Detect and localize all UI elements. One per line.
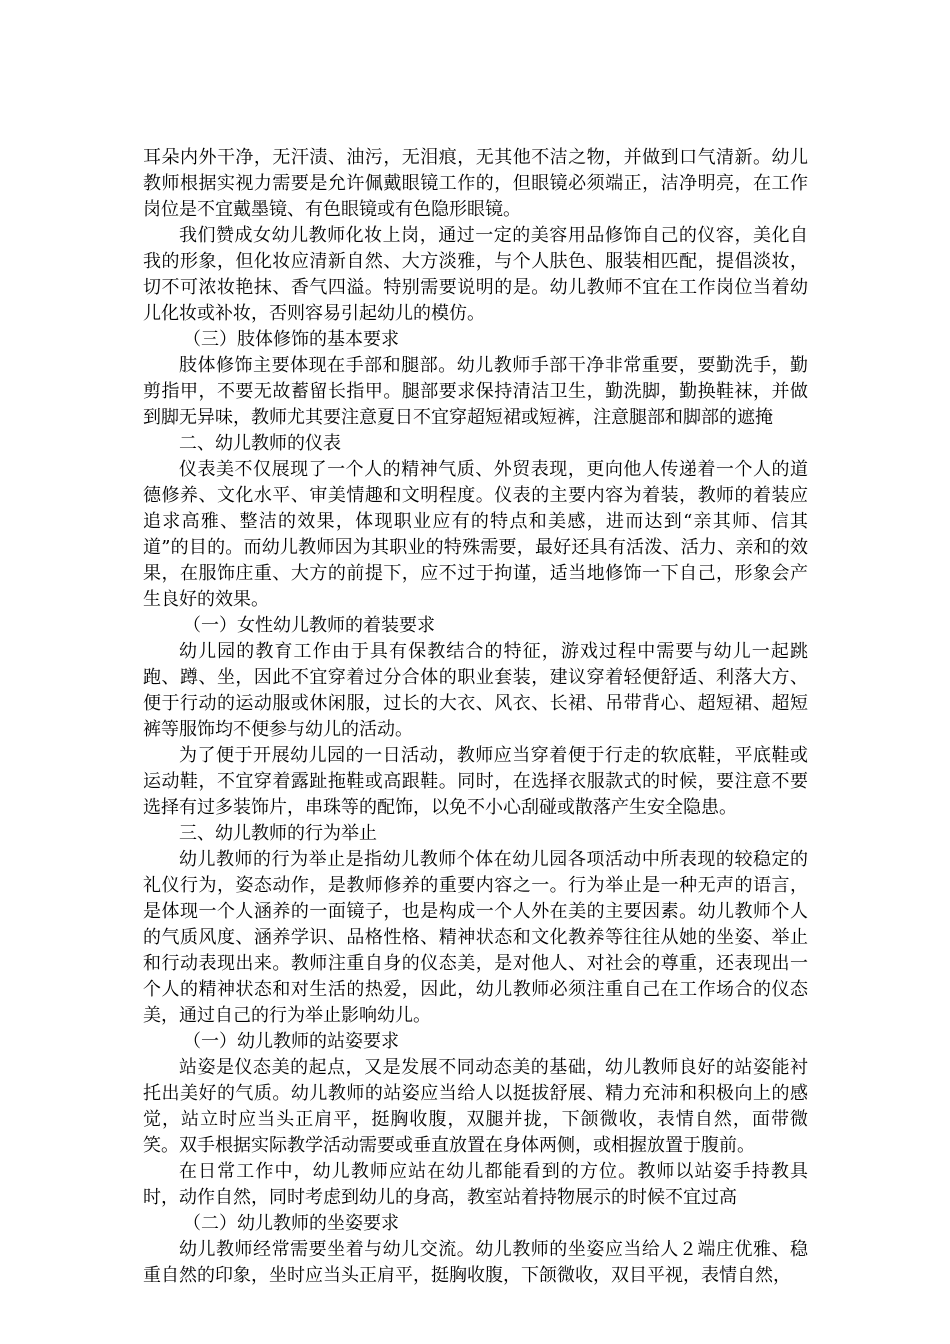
paragraph-female-dress: 幼儿园的教育工作由于具有保教结合的特征，游戏过程中需要与幼儿一起跳跑、蹲、坐，因此不宜穿着过分合体的职业套装，建议穿着轻便舒适、利落大方、便于行动的运动服或休闲服，过长的大衣、风衣、长裙、吊带背心、超短裙、超短裤等服饰均不便参与幼儿的活动。 bbox=[143, 641, 808, 740]
document-page bbox=[143, 145, 808, 1289]
paragraph-standing-position: 在日常工作中，幼儿教师应站在幼儿都能看到的方位。教师以站姿手持教具时，动作自然，同时考虑到幼儿的身高，教室站着持物展示的时候不宜过高 bbox=[143, 1161, 808, 1208]
section-heading-standing: （一）幼儿教师的站姿要求 bbox=[183, 1031, 399, 1052]
paragraph-shoes-accessories: 为了便于开展幼儿园的一日活动，教师应当穿着便于行走的软底鞋，平底鞋或运动鞋，不宜穿着露趾拖鞋或高跟鞋。同时，在选择衣服款式的时候，要注意不要选择有过多装饰片，串珠等的配饰，以免不小心刮碰或散落产生安全隐患。 bbox=[143, 745, 808, 818]
section-heading-female-dress: （一）女性幼儿教师的着装要求 bbox=[183, 615, 435, 636]
paragraph-sitting: 幼儿教师经常需要坐着与幼儿交流。幼儿教师的坐姿应当给人２端庄优雅、稳重自然的印象，坐时应当头正肩平，挺胸收腹，下颌微收，双目平视，表情自然， bbox=[143, 1239, 808, 1286]
paragraph-appearance-cleanliness: 耳朵内外干净，无汗渍、油污，无泪痕，无其他不洁之物，并做到口气清新。幼儿教师根据实视力需要是允许佩戴眼镜工作的，但眼镜必须端正，洁净明亮，在工作岗位是不宜戴墨镜、有色眼镜或有色隐形眼镜。 bbox=[143, 147, 808, 220]
paragraph-limb-grooming: 肢体修饰主要体现在手部和腿部。幼儿教师手部干净非常重要，要勤洗手，勤剪指甲，不要无故蓄留长指甲。腿部要求保持清洁卫生，勤洗脚，勤换鞋袜，并做到脚无异味，教师尤其要注意夏日不宜穿超短裙或短裤，注意腿部和脚部的遮掩 bbox=[143, 355, 808, 428]
paragraph-behavior: 幼儿教师的行为举止是指幼儿教师个体在幼儿园各项活动中所表现的较稳定的礼仪行为，姿态动作，是教师修养的重要内容之一。行为举止是一种无声的语言，是体现一个人涵养的一面镜子，也是构成一个人外在美的主要因素。幼儿教师个人的气质风度、涵养学识、品格性格、精神状态和文化教养等往往从她的坐姿、举止和行动表现出来。教师注重自身的仪态美，是对他人、对社会的尊重，还表现出一个人的精神状态和对生活的热爱，因此，幼儿教师必须注重自己在工作场合的仪态美，通过自己的行为举止影响幼儿。 bbox=[143, 849, 808, 1026]
paragraph-teacher-appearance: 仪表美不仅展现了一个人的精神气质、外贸表现，更向他人传递着一个人的道德修养、文化水平、审美情趣和文明程度。仪表的主要内容为着装，教师的着装应追求高雅、整洁的效果，体现职业应有的特点和美感，进而达到“亲其师、信其道”的目的。而幼儿教师因为其职业的特殊需要，最好还具有活泼、活力、亲和的效果，在服饰庄重、大方的前提下，应不过于拘谨，适当地修饰一下自己，形象会产生良好的效果。 bbox=[143, 459, 808, 610]
section-heading-sitting: （二）幼儿教师的坐姿要求 bbox=[183, 1213, 399, 1234]
paragraph-standing: 站姿是仪态美的起点，又是发展不同动态美的基础，幼儿教师良好的站姿能衬托出美好的气质。幼儿教师的站姿应当给人以挺拔舒展、精力充沛和积极向上的感觉，站立时应当头正肩平，挺胸收腹，双腿并拢，下颌微收，表情自然，面带微笑。双手根据实际教学活动需要或垂直放置在身体两侧，或相握放置于腹前。 bbox=[143, 1057, 808, 1156]
section-heading-limb-grooming: （三）肢体修饰的基本要求 bbox=[183, 329, 399, 350]
section-heading-behavior: 三、幼儿教师的行为举止 bbox=[179, 823, 377, 844]
paragraph-makeup: 我们赞成女幼儿教师化妆上岗，通过一定的美容用品修饰自己的仪容，美化自我的形象，但化妆应清新自然、大方淡雅，与个人肤色、服装相匹配，提倡淡妆，切不可浓妆艳抹、香气四溢。特别需要说明的是。幼儿教师不宜在工作岗位当着幼儿化妆或补妆，否则容易引起幼儿的模仿。 bbox=[143, 225, 808, 324]
section-heading-teacher-appearance: 二、幼儿教师的仪表 bbox=[179, 433, 341, 454]
